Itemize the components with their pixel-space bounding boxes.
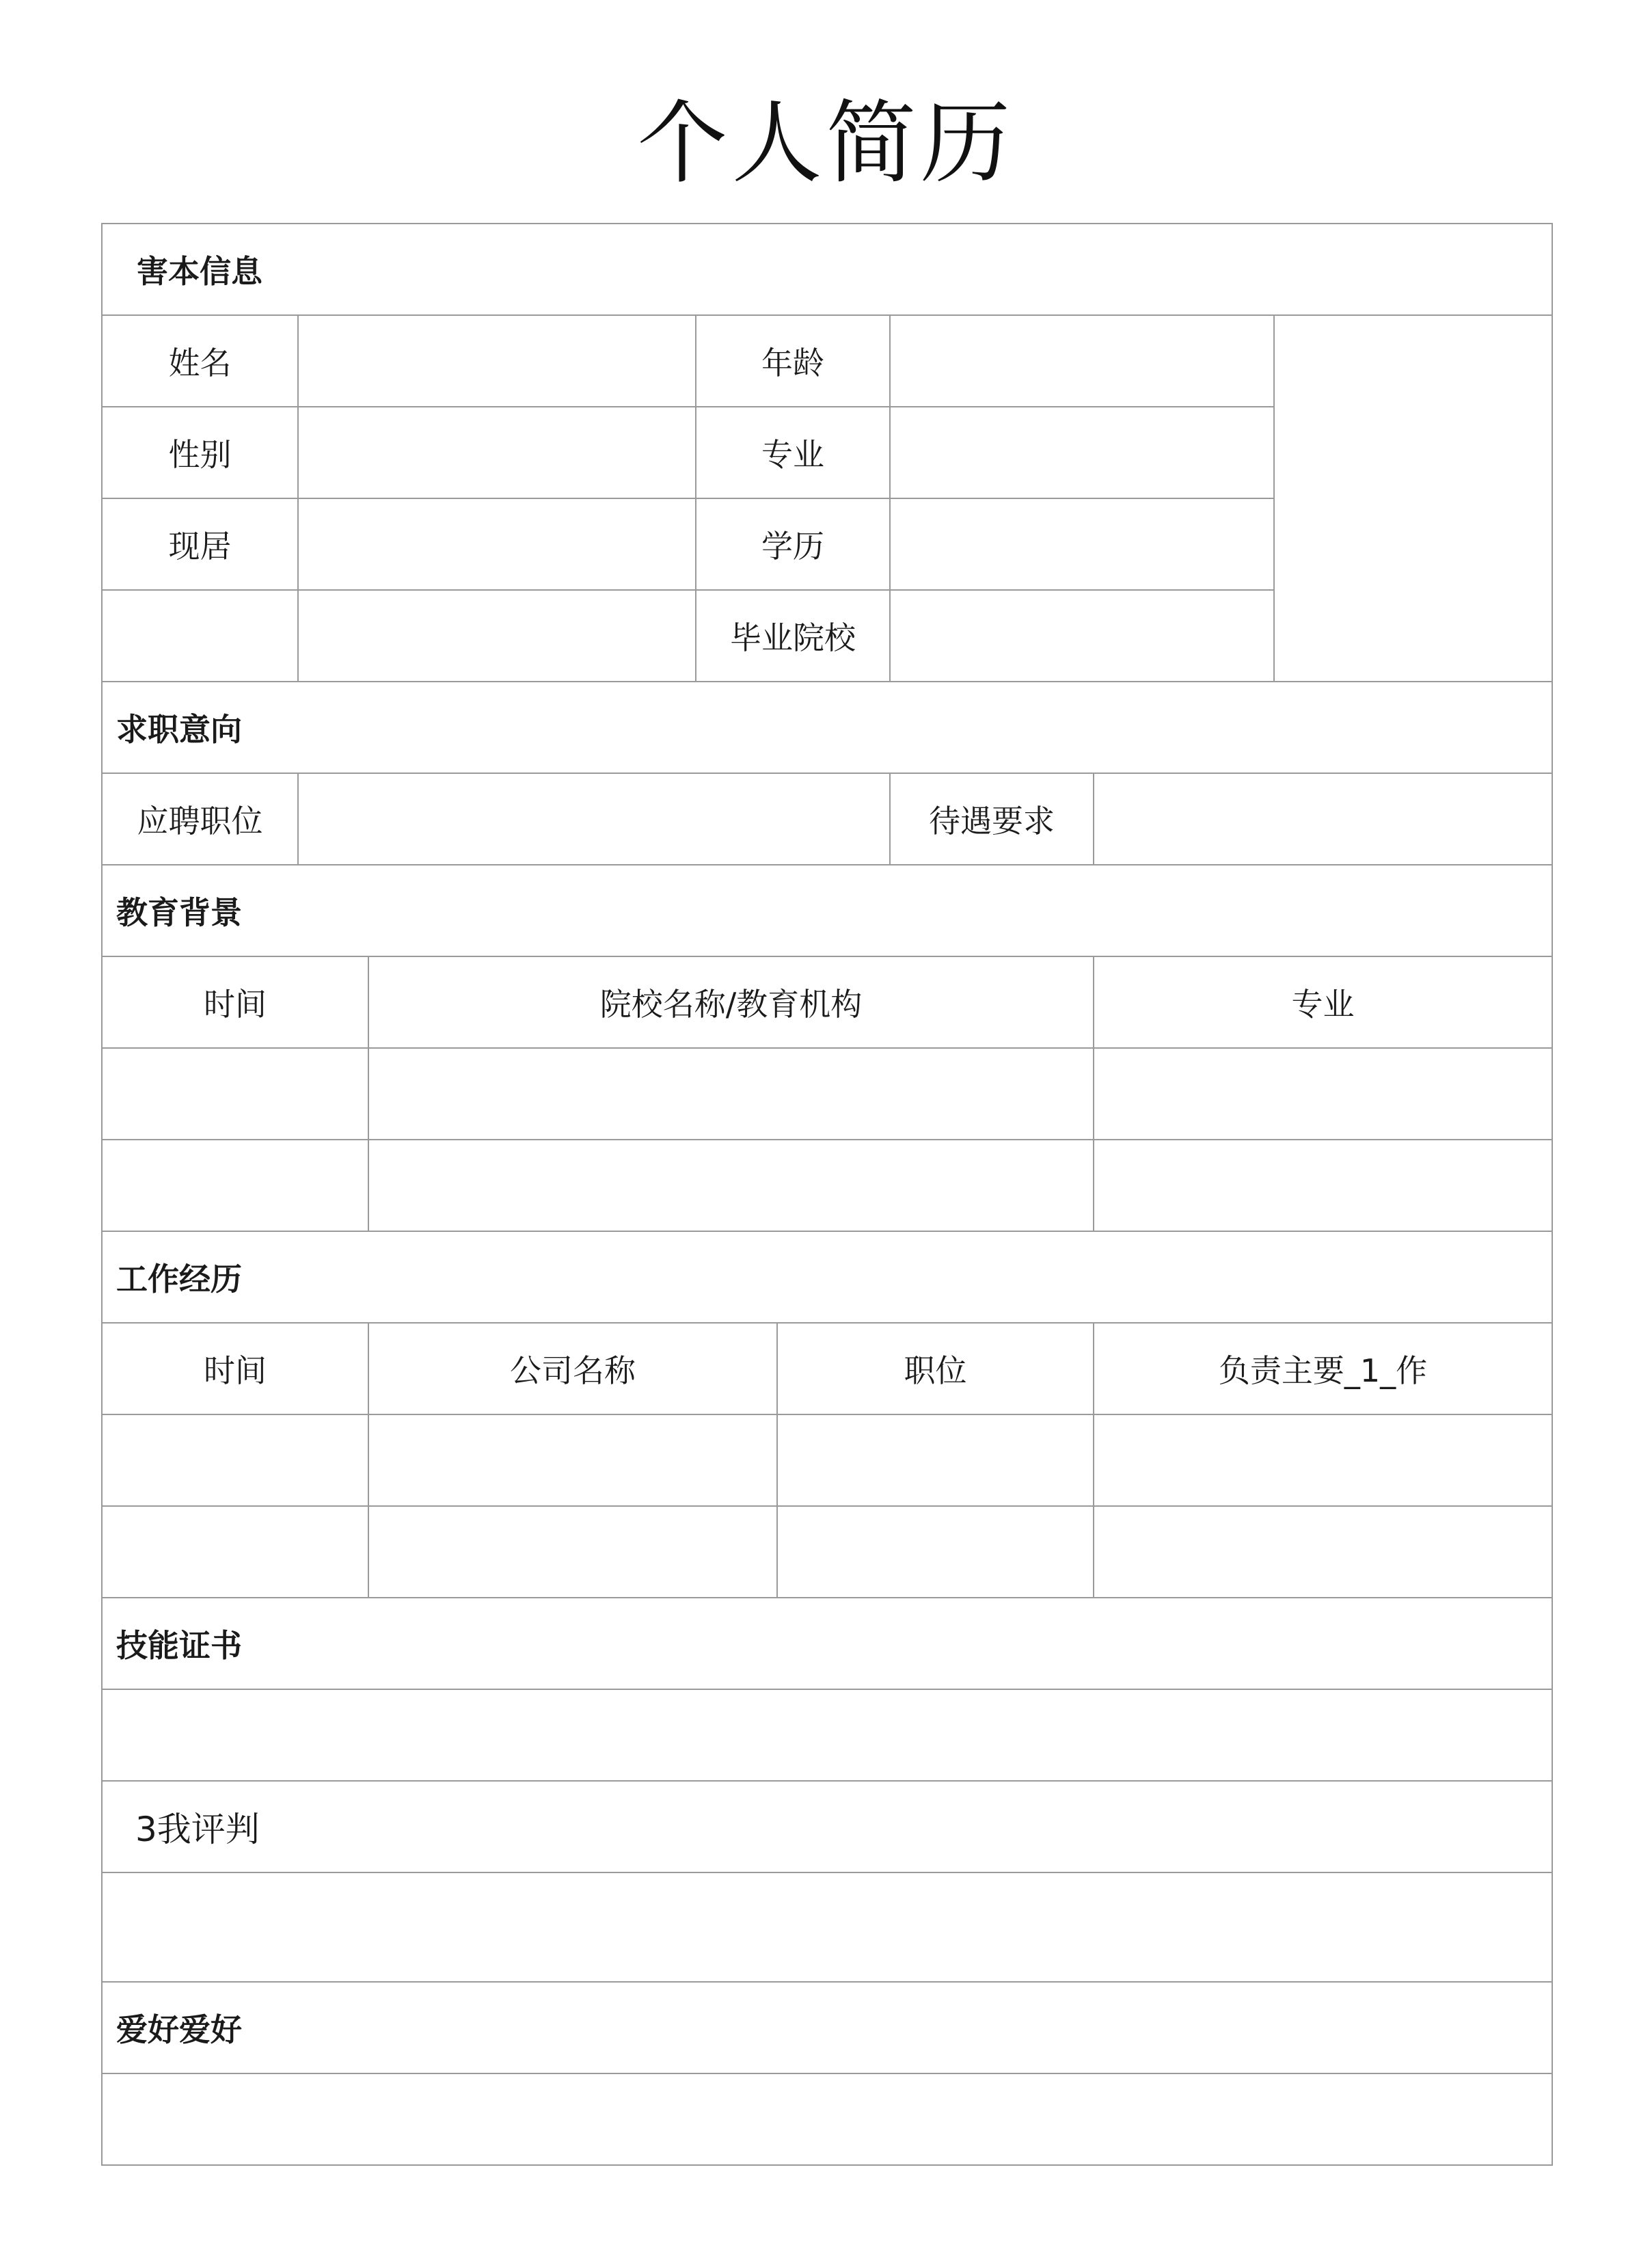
work-row-1-company[interactable]: [369, 1415, 776, 1505]
field-major[interactable]: [891, 407, 1273, 498]
label-position: 应聘职位: [137, 803, 263, 840]
edu-row-1-school[interactable]: [369, 1049, 1093, 1139]
edu-col-school: 院校名称/教育机构: [599, 986, 863, 1023]
edu-row-2-major[interactable]: [1094, 1140, 1552, 1231]
skills-content[interactable]: [103, 1690, 1552, 1780]
label-age: 年龄: [761, 345, 824, 381]
label-school: 毕业院校: [730, 619, 856, 656]
section-hobbies: 爱好爱好: [116, 2011, 242, 2048]
field-school[interactable]: [891, 591, 1273, 681]
field-degree[interactable]: [891, 499, 1273, 589]
field-position[interactable]: [299, 774, 889, 864]
work-row-1-time[interactable]: [103, 1415, 368, 1505]
work-col-position: 职位: [904, 1352, 967, 1389]
field-salary[interactable]: [1094, 774, 1552, 864]
label-gender: 性别: [168, 436, 232, 473]
field-gender[interactable]: [299, 407, 695, 498]
section-self-eval: 3我评判: [135, 1810, 260, 1849]
section-job-intent: 求职意向: [116, 711, 242, 748]
self-eval-content[interactable]: [103, 1873, 1552, 1981]
label-blank: [103, 591, 297, 681]
work-row-2-position[interactable]: [778, 1507, 1093, 1597]
label-degree: 学历: [761, 528, 824, 565]
work-col-time: 时间: [204, 1352, 267, 1389]
hobbies-content[interactable]: [103, 2074, 1552, 2164]
field-age[interactable]: [891, 316, 1273, 406]
page-title: 个人简历: [637, 91, 1015, 196]
label-salary: 待遇要求: [929, 803, 1055, 840]
edu-row-1-time[interactable]: [103, 1049, 368, 1139]
section-education: 教育背景: [116, 894, 242, 931]
work-row-2-company[interactable]: [369, 1507, 776, 1597]
work-row-1-position[interactable]: [778, 1415, 1093, 1505]
section-work: 工作经历: [116, 1261, 242, 1298]
label-name: 姓名: [168, 345, 232, 381]
label-residence: 现居: [168, 528, 232, 565]
section-basic-info: 害本信息: [137, 253, 262, 290]
field-blank[interactable]: [299, 591, 695, 681]
edu-col-time: 时间: [204, 986, 267, 1023]
section-skills: 技能证书: [116, 1627, 242, 1664]
work-col-duties: 负责主要_1_作: [1218, 1352, 1428, 1389]
work-col-company: 公司名称: [510, 1352, 636, 1389]
work-row-2-duties[interactable]: [1094, 1507, 1552, 1597]
field-residence[interactable]: [299, 499, 695, 589]
label-major: 专业: [761, 436, 824, 473]
edu-row-1-major[interactable]: [1094, 1049, 1552, 1139]
work-row-1-duties[interactable]: [1094, 1415, 1552, 1505]
edu-row-2-time[interactable]: [103, 1140, 368, 1231]
work-row-2-time[interactable]: [103, 1507, 368, 1597]
photo-area[interactable]: [1275, 316, 1552, 681]
edu-row-2-school[interactable]: [369, 1140, 1093, 1231]
edu-col-major: 专业: [1291, 986, 1355, 1023]
field-name[interactable]: [299, 316, 695, 406]
